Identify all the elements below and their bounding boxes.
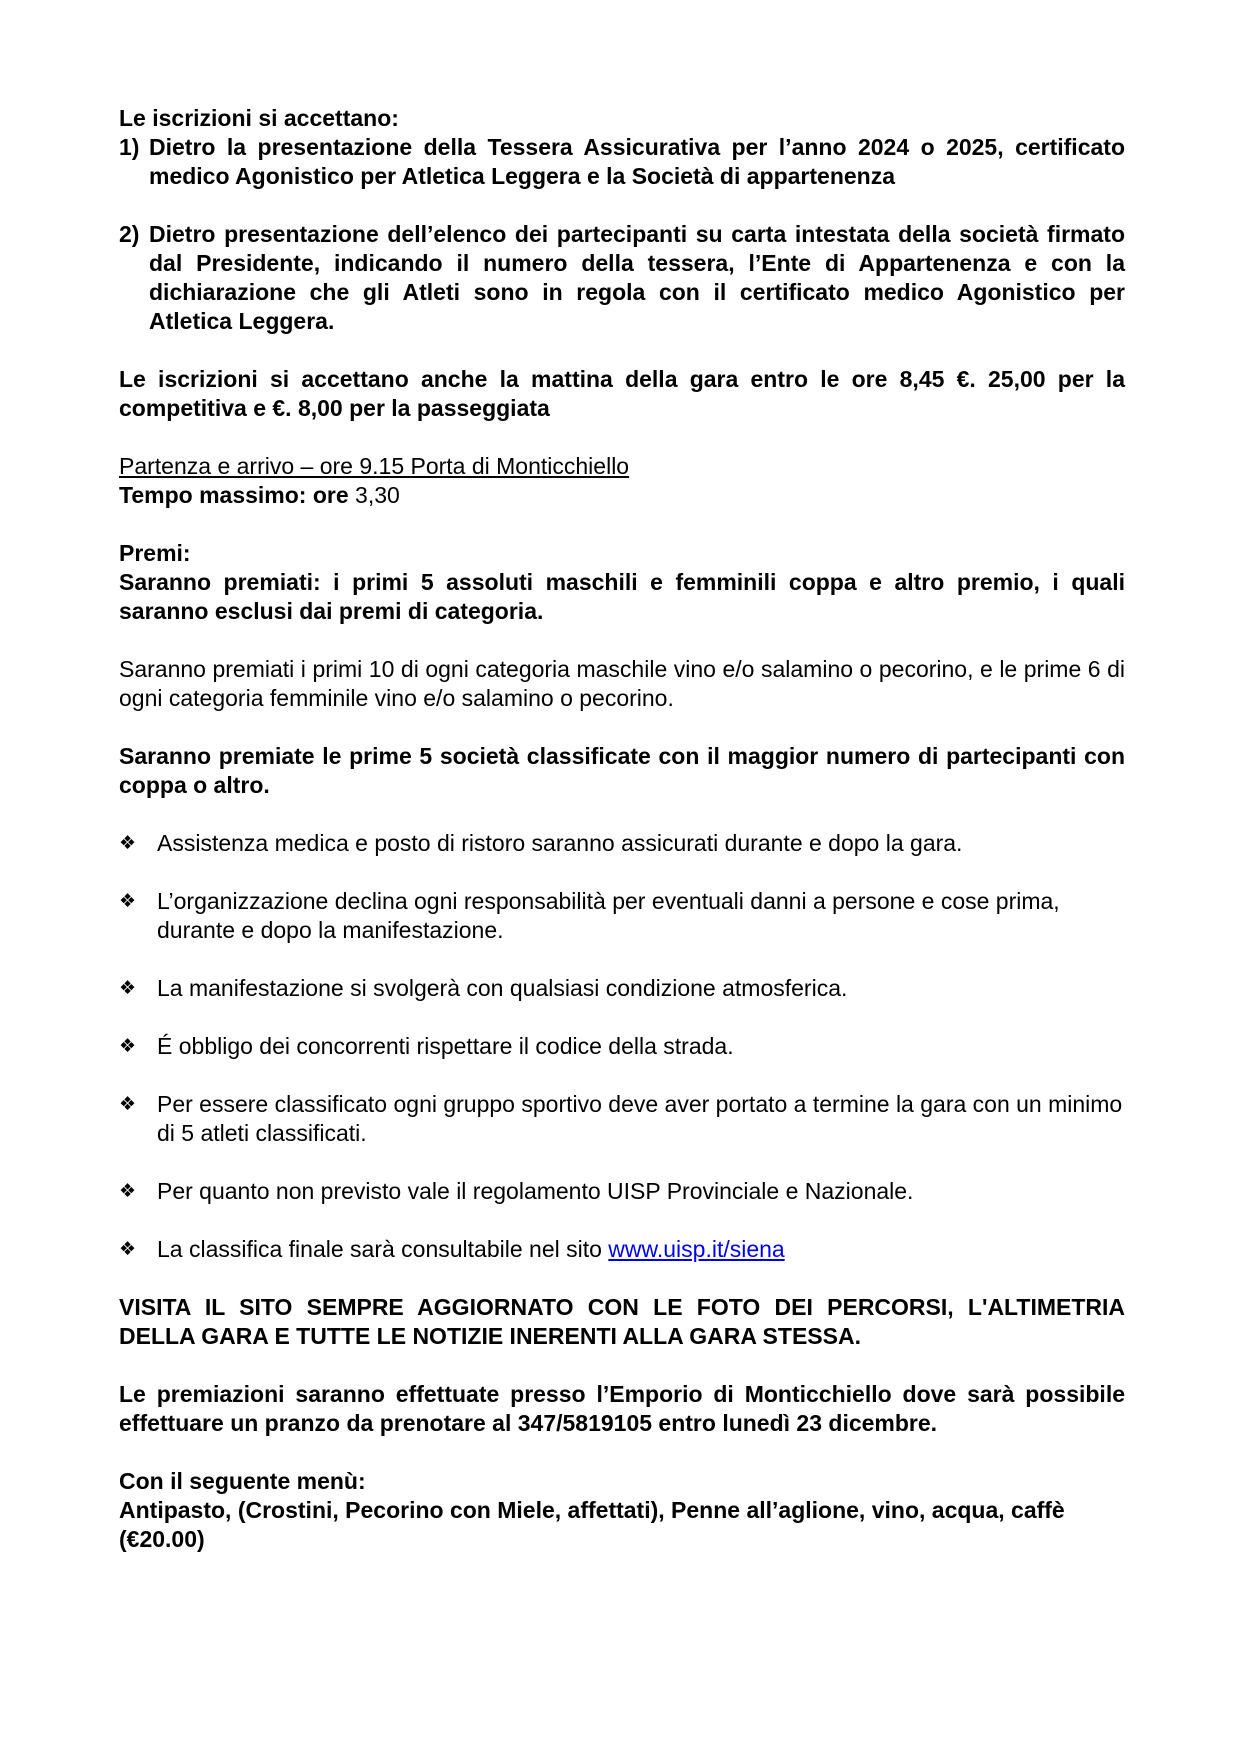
note-text: Per essere classificato ogni gruppo sportivo deve aver portato a termine la gara con un minimo di 5 atleti classificati. bbox=[157, 1091, 1123, 1146]
registration-list bbox=[119, 133, 1125, 336]
note-text: É obbligo dei concorrenti rispettare il codice della strada. bbox=[157, 1033, 734, 1059]
registration-item-text: Dietro la presentazione della Tessera Assicurativa per l’anno 2024 o 2025, certificato medico Agonistico per Atletica Leggera e la Società di appartenenza bbox=[149, 134, 1125, 189]
registration-item bbox=[119, 133, 1125, 191]
start-info: Partenza e arrivo – ore 9.15 Porta di Monticchiello bbox=[119, 453, 630, 479]
menu-heading: Con il seguente menù: bbox=[119, 1468, 366, 1494]
note-item bbox=[119, 829, 1125, 858]
prizes-category: Saranno premiati i primi 10 di ogni categoria maschile vino e/o salamino o pecorino, e le prime 6 di ogni categoria femminile vino e/o salamino o pecorino. bbox=[119, 656, 1125, 711]
prizes-heading: Premi: bbox=[119, 540, 191, 566]
note-text: La manifestazione si svolgerà con qualsiasi condizione atmosferica. bbox=[157, 975, 848, 1001]
note-item bbox=[119, 1032, 1125, 1061]
max-time bbox=[119, 481, 1125, 510]
awards-lunch-info: Le premiazioni saranno effettuate presso l’Emporio di Monticchiello dove sarà possibile effettuare un pranzo da prenotare al 347/5819105 entro lunedì 23 dicembre. bbox=[119, 1381, 1125, 1436]
document-content bbox=[119, 104, 1125, 1554]
visit-site-notice: VISITA IL SITO SEMPRE AGGIORNATO CON LE FOTO DEI PERCORSI, L'ALTIMETRIA DELLA GARA E TUTTE LE NOTIZIE INERENTI ALLA GARA STESSA. bbox=[119, 1294, 1125, 1349]
diamond-bullet-icon: ❖ bbox=[119, 1238, 137, 1260]
note-item bbox=[119, 1235, 1125, 1264]
note-text: L’organizzazione declina ogni responsabilità per eventuali danni a persone e cose prima, durante e dopo la manifestazione. bbox=[157, 888, 1060, 943]
note-text: La classifica finale sarà consultabile nel sito bbox=[157, 1236, 602, 1262]
prizes-absolute: Saranno premiati: i primi 5 assoluti maschili e femminili coppa e altro premio, i quali saranno esclusi dai premi di categoria. bbox=[119, 569, 1125, 624]
note-text: Per quanto non previsto vale il regolamento UISP Provinciale e Nazionale. bbox=[157, 1178, 914, 1204]
note-item bbox=[119, 974, 1125, 1003]
diamond-bullet-icon: ❖ bbox=[119, 1093, 137, 1115]
diamond-bullet-icon: ❖ bbox=[119, 1035, 137, 1057]
diamond-bullet-icon: ❖ bbox=[119, 1180, 137, 1202]
note-item bbox=[119, 1090, 1125, 1148]
registration-item-text: Dietro presentazione dell’elenco dei partecipanti su carta intestata della società firmato dal Presidente, indicando il numero della tessera, l’Ente di Appartenenza e con la dichiarazione che gli Atleti sono in regola con il certificato medico Agonistico per Atletica Leggera. bbox=[149, 221, 1125, 334]
diamond-bullet-icon: ❖ bbox=[119, 832, 137, 854]
registration-heading: Le iscrizioni si accettano: bbox=[119, 105, 399, 131]
registration-item-number: 1) bbox=[119, 134, 140, 160]
registration-item-number: 2) bbox=[119, 221, 140, 247]
max-time-value: 3,30 bbox=[355, 482, 400, 508]
morning-registration: Le iscrizioni si accettano anche la mattina della gara entro le ore 8,45 €. 25,00 per la competitiva e €. 8,00 per la passeggiata bbox=[119, 366, 1125, 421]
notes-list bbox=[119, 829, 1125, 1264]
note-item bbox=[119, 1177, 1125, 1206]
menu-text: Antipasto, (Crostini, Pecorino con Miele, affettati), Penne all’aglione, vino, acqua, caffè (€20.00) bbox=[119, 1497, 1065, 1552]
max-time-label: Tempo massimo: ore bbox=[119, 482, 349, 508]
uisp-siena-link[interactable]: www.uisp.it/siena bbox=[608, 1236, 785, 1262]
note-text: Assistenza medica e posto di ristoro saranno assicurati durante e dopo la gara. bbox=[157, 830, 963, 856]
note-item bbox=[119, 887, 1125, 945]
diamond-bullet-icon: ❖ bbox=[119, 977, 137, 999]
prizes-societies: Saranno premiate le prime 5 società classificate con il maggior numero di partecipanti con coppa o altro. bbox=[119, 743, 1125, 798]
diamond-bullet-icon: ❖ bbox=[119, 890, 137, 912]
registration-item bbox=[119, 220, 1125, 336]
